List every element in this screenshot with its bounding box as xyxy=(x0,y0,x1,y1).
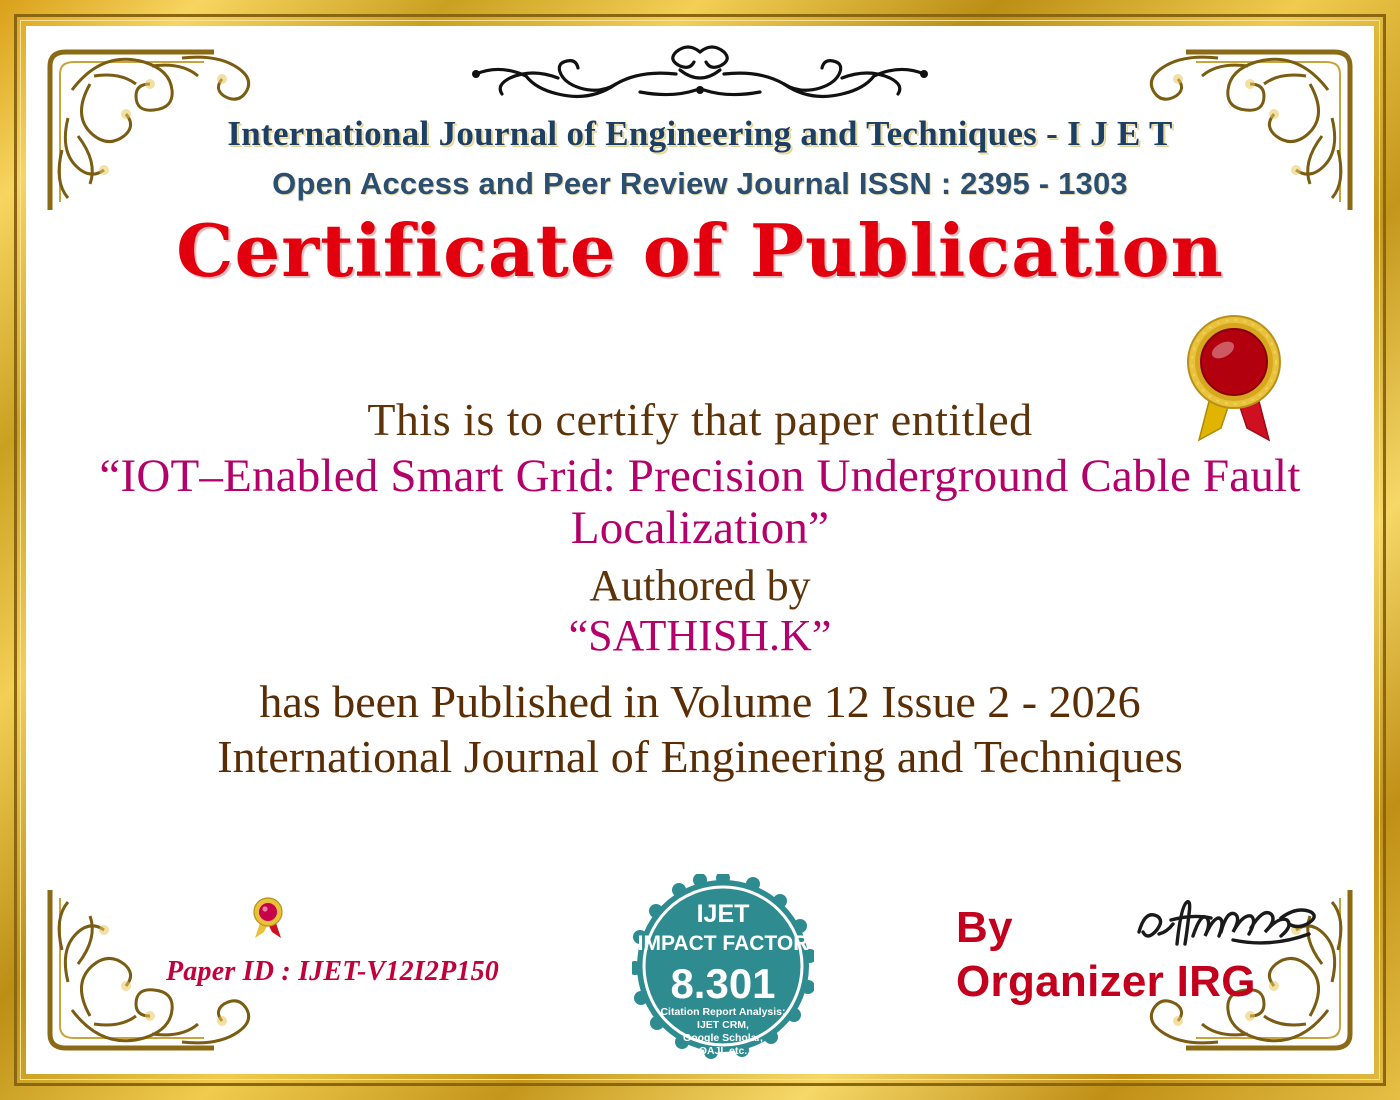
header-flourish-ornament-icon xyxy=(440,40,960,110)
certify-line: This is to certify that paper entitled xyxy=(367,394,1033,445)
journal-name-line: International Journal of Engineering and Techniques xyxy=(217,731,1183,783)
svg-text:Google Scholar,: Google Scholar, xyxy=(683,1032,763,1044)
certificate-body xyxy=(96,394,1304,784)
svg-text:Citation Report Analysis:: Citation Report Analysis: xyxy=(660,1006,786,1018)
organizer-name: Organizer IRG xyxy=(956,956,1256,1006)
published-line: has been Published in Volume 12 Issue 2 - 2026 xyxy=(259,675,1141,727)
small-rosette-seal-icon xyxy=(248,894,288,940)
certificate-title: Certificate of Publication xyxy=(176,208,1224,293)
journal-title: International Journal of Engineering and Techniques - I J E T xyxy=(227,114,1173,153)
paper-title: “IOT–Enabled Smart Grid: Precision Underground Cable Fault Localization” xyxy=(99,449,1301,555)
svg-text:8.301: 8.301 xyxy=(670,960,776,1007)
paper-id: Paper ID : IJET-V12I2P150 xyxy=(166,956,499,987)
journal-subtitle: Open Access and Peer Review Journal ISSN : 2395 - 1303 xyxy=(272,166,1128,201)
certificate-paper xyxy=(26,26,1374,1074)
svg-text:OAJI, etc.: OAJI, etc. xyxy=(698,1045,748,1057)
author-name: “SATHISH.K” xyxy=(568,611,832,661)
signatory-block xyxy=(956,901,1256,1008)
authored-by-label: Authored by xyxy=(589,560,811,610)
svg-text:IJET: IJET xyxy=(696,900,750,928)
svg-text:IMPACT FACTOR: IMPACT FACTOR xyxy=(637,932,809,955)
svg-text:IJET CRM,: IJET CRM, xyxy=(697,1019,749,1031)
impact-factor-badge xyxy=(632,874,814,1059)
by-label: By xyxy=(956,903,1013,952)
